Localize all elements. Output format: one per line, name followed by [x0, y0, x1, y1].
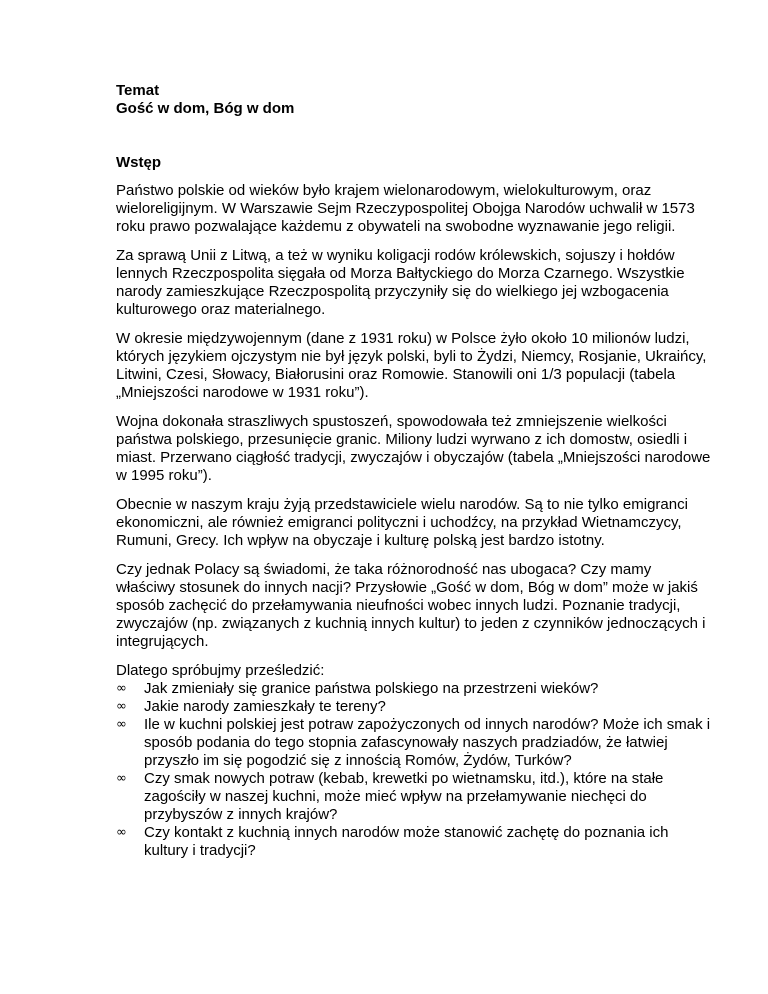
list-item-text: Czy smak nowych potraw (kebab, krewetki po wietnamsku, itd.), które na stałe zagościły w naszej kuchni, może mieć wpływ na przełamywanie niechęci do przybyszów z innych krajów?	[144, 770, 664, 823]
document-page	[116, 82, 712, 860]
paragraph: Za sprawą Unii z Litwą, a też w wyniku koligacji rodów królewskich, sojuszy i hołdów lennych Rzeczpospolita sięgała od Morza Bałtyckiego do Morza Czarnego. Wszystkie narody zamieszkujące Rzeczpospolitą przyczyniły się do wielkiego jej wzbogacenia kulturowego oraz materialnego.	[116, 247, 685, 318]
paragraph: Państwo polskie od wieków było krajem wielonarodowym, wielokulturowym, oraz wieloreligijnym. W Warszawie Sejm Rzeczypospolitej Obojga Narodów uchwalił w 1573 roku prawo pozwalające każdemu z obywateli na swobodne wyznawanie jego religii.	[116, 182, 695, 235]
document-title	[116, 82, 712, 118]
list-item-text: Ile w kuchni polskiej jest potraw zapożyczonych od innych narodów? Może ich smak i sposób podania do tego stopnia zafascynowały naszych pradziadów, że łatwiej przyszło im się pogodzić się z innością Romów, Żydów, Turków?	[144, 716, 711, 769]
title-label: Temat	[116, 82, 160, 99]
infinity-bullet-icon: ∞	[116, 699, 127, 714]
section-heading-intro: Wstęp	[116, 154, 161, 171]
infinity-bullet-icon: ∞	[116, 825, 127, 840]
list-item	[116, 680, 712, 698]
infinity-bullet-icon: ∞	[116, 717, 127, 732]
title-text: Gość w dom, Bóg w dom	[116, 100, 295, 117]
paragraph: Wojna dokonała straszliwych spustoszeń, spowodowała też zmniejszenie wielkości państwa polskiego, przesunięcie granic. Miliony ludzi wyrwano z ich domostw, osiedli i miast. Przerwano ciągłość tradycji, zwyczajów i obyczajów (tabela „Mniejszości narodowe w 1995 roku”).	[116, 413, 711, 484]
question-list	[116, 680, 712, 860]
list-item-text: Czy kontakt z kuchnią innych narodów może stanowić zachętę do poznania ich kultury i tradycji?	[144, 824, 669, 859]
list-item	[116, 716, 712, 770]
infinity-bullet-icon: ∞	[116, 681, 127, 696]
list-item-text: Jak zmieniały się granice państwa polskiego na przestrzeni wieków?	[144, 680, 599, 697]
paragraph: W okresie międzywojennym (dane z 1931 roku) w Polsce żyło około 10 milionów ludzi, których językiem ojczystym nie był język polski, byli to Żydzi, Niemcy, Rosjanie, Ukraińcy, Litwini, Czesi, Słowacy, Białorusini oraz Romowie. Stanowili oni 1/3 populacji (tabela „Mniejszości narodowe w 1931 roku”).	[116, 330, 707, 401]
paragraph: Czy jednak Polacy są świadomi, że taka różnorodność nas ubogaca? Czy mamy właściwy stosunek do innych nacji? Przysłowie „Gość w dom, Bóg w dom” może w jakiś sposób zachęcić do przełamywania nieufności wobec innych ludzi. Poznanie tradycji, zwyczajów (np. związanych z kuchnią innych kultur) to jeden z czynników jednoczących i integrujących.	[116, 561, 706, 650]
list-item-text: Jakie narody zamieszkały te tereny?	[144, 698, 386, 715]
list-intro: Dlatego spróbujmy prześledzić:	[116, 662, 325, 679]
list-item	[116, 698, 712, 716]
list-item	[116, 770, 712, 824]
list-item	[116, 824, 712, 860]
infinity-bullet-icon: ∞	[116, 771, 127, 786]
paragraph: Obecnie w naszym kraju żyją przedstawiciele wielu narodów. Są to nie tylko emigranci ekonomiczni, ale również emigranci polityczni i uchodźcy, na przykład Wietnamczycy, Rumuni, Grecy. Ich wpływ na obyczaje i kulturę polską jest bardzo istotny.	[116, 496, 688, 549]
